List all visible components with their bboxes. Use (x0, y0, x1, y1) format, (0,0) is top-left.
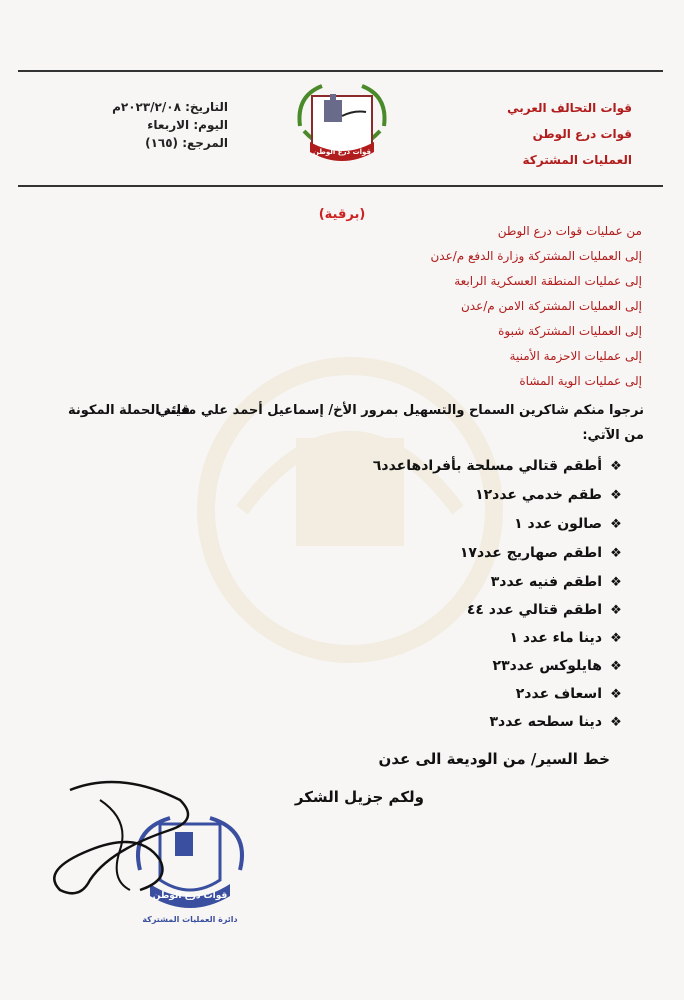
item-text: هايلوكس عدد٢٣ (492, 658, 602, 674)
list-item (467, 602, 624, 618)
emblem-logo-icon (282, 76, 402, 176)
item-text: اطقم صهاريج عدد١٧ (459, 545, 602, 561)
logo-caption: قوات درع الوطن (313, 148, 371, 156)
item-text: أطقم قتالي مسلحة بأفرادهاعدد٦ (372, 458, 602, 474)
list-item (516, 686, 624, 702)
to-line: إلى العمليات المشتركة وزارة الدفع م/عدن (430, 249, 642, 263)
list-item (475, 487, 624, 503)
top-rule (18, 70, 663, 72)
list-item (491, 574, 624, 590)
item-text: دينا ماء عدد ١ (509, 630, 602, 646)
diamond-bullet-icon: ❖ (610, 488, 622, 503)
diamond-bullet-icon: ❖ (610, 631, 622, 646)
to-line: إلى عمليات الاحزمة الأمنية (509, 349, 642, 363)
org-line: قوات درع الوطن (532, 127, 632, 141)
item-text: اسعاف عدد٢ (515, 686, 602, 702)
header-rule (18, 185, 663, 187)
diamond-bullet-icon: ❖ (610, 603, 622, 618)
stamp-text: قوات درع الوطن (152, 891, 228, 901)
request-text: نرجوا منكم شاكرين السماح والتسهيل بمرور الأخ/ إسماعيل أحمد علي مغيني (157, 403, 644, 418)
org-line: العمليات المشتركة (522, 153, 632, 167)
to-line: إلى العمليات المشتركة شبوة (498, 324, 642, 338)
signature-icon (30, 760, 210, 910)
list-item (460, 545, 624, 561)
list-item (514, 516, 624, 532)
document-title: (برقية) (318, 207, 366, 222)
item-text: طقم خدمي عدد١٢ (475, 487, 602, 503)
day-row (68, 116, 228, 134)
diamond-bullet-icon: ❖ (610, 687, 622, 702)
diamond-bullet-icon: ❖ (610, 517, 622, 532)
list-item (493, 658, 624, 674)
diamond-bullet-icon: ❖ (610, 659, 622, 674)
from-line: من عمليات قوات درع الوطن (497, 224, 642, 238)
request-role: قائد الحملة المكونة (68, 403, 190, 418)
diamond-bullet-icon: ❖ (610, 715, 622, 730)
stamp-text-2: دائرة العمليات المشتركة (142, 915, 238, 924)
diamond-bullet-icon: ❖ (610, 546, 622, 561)
to-line: إلى العمليات المشتركة الامن م/عدن (460, 299, 642, 313)
list-item (510, 630, 625, 646)
to-line: إلى عمليات المنطقة العسكرية الرابعة (454, 274, 642, 288)
ref-label: المرجع: (182, 136, 228, 150)
date-row (68, 98, 228, 116)
ref-value: (١٦٥) (145, 136, 179, 150)
item-text: اطقم فنيه عدد٣ (490, 574, 602, 590)
watermark-logo-icon (170, 330, 530, 690)
list-item (373, 458, 624, 474)
item-text: صالون عدد ١ (514, 516, 602, 532)
org-line: قوات التحالف العربي (507, 101, 632, 115)
request-end: من الآتي: (582, 428, 644, 443)
diamond-bullet-icon: ❖ (610, 575, 622, 590)
date-label: التاريخ: (185, 100, 228, 114)
header-organization (507, 95, 632, 173)
ref-row (68, 134, 228, 152)
header-meta (68, 98, 228, 152)
list-item (489, 714, 624, 730)
item-text: اطقم قتالي عدد ٤٤ (466, 602, 602, 618)
date-value: ٢٠٢٣/٢/٠٨م (112, 100, 181, 114)
diamond-bullet-icon: ❖ (610, 459, 622, 474)
day-label: اليوم: (193, 118, 228, 132)
day-value: الاربعاء (147, 118, 190, 132)
to-line: إلى عمليات الوية المشاة (519, 374, 642, 388)
route-line: خط السير/ من الوديعة الى عدن (378, 750, 610, 768)
item-text: دينا سطحه عدد٣ (489, 714, 602, 730)
thanks-line: ولكم جزيل الشكر (294, 788, 424, 806)
